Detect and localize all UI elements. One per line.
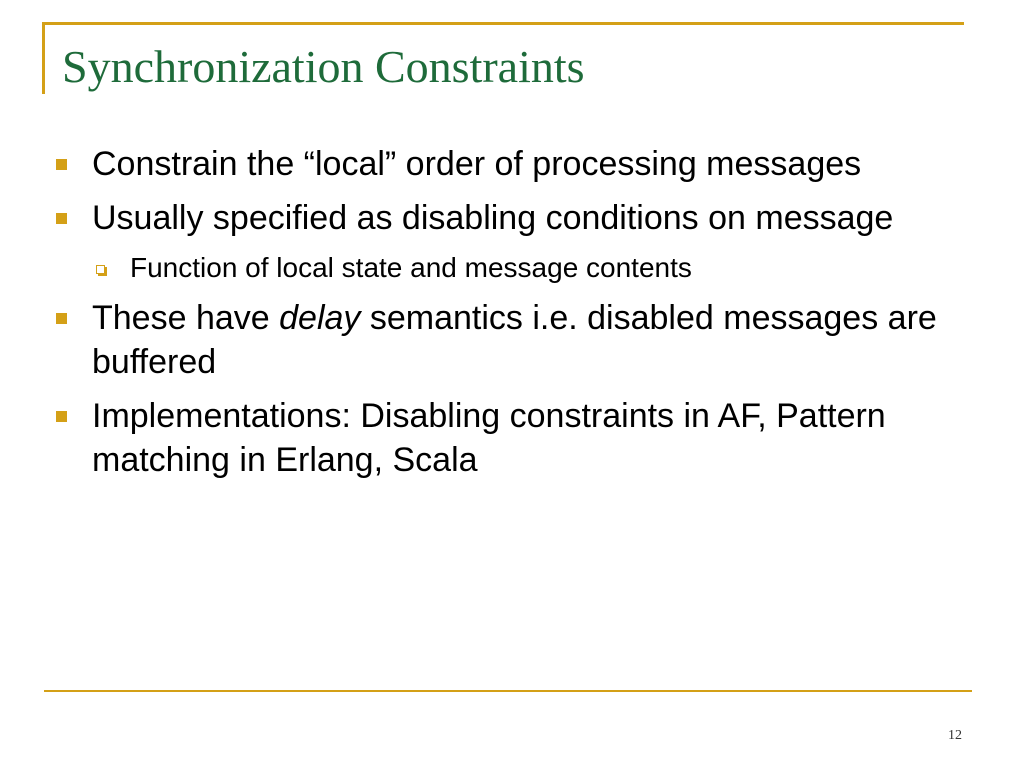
hollow-square-bullet-icon [96,265,105,274]
bullet-list [56,142,966,492]
square-bullet-icon [56,159,67,170]
square-bullet-icon [56,213,67,224]
slide-title: Synchronization Constraints [62,41,585,92]
bullet-text: Constrain the “local” order of processing messages [92,145,862,183]
frame-left-rule [42,22,45,94]
bullet-item [56,196,966,240]
page-number: 12 [948,728,962,743]
bullet-text-post: semantics i.e. disabled messages are buffered [92,299,937,381]
bullet-item [56,296,966,384]
footer-rule [44,690,972,692]
sub-bullet-text: Function of local state and message contents [130,252,692,283]
bullet-text: Usually specified as disabling conditions on message [92,199,894,237]
frame-top-rule [42,22,964,25]
bullet-item [56,394,966,482]
bullet-text-emphasis: delay [279,299,361,337]
sub-bullet-item [92,250,966,286]
bullet-item [56,142,966,186]
square-bullet-icon [56,313,67,324]
bullet-text: Implementations: Disabling constraints in AF, Pattern matching in Erlang, Scala [92,397,886,479]
bullet-text-pre: These have [92,299,280,337]
square-bullet-icon [56,411,67,422]
